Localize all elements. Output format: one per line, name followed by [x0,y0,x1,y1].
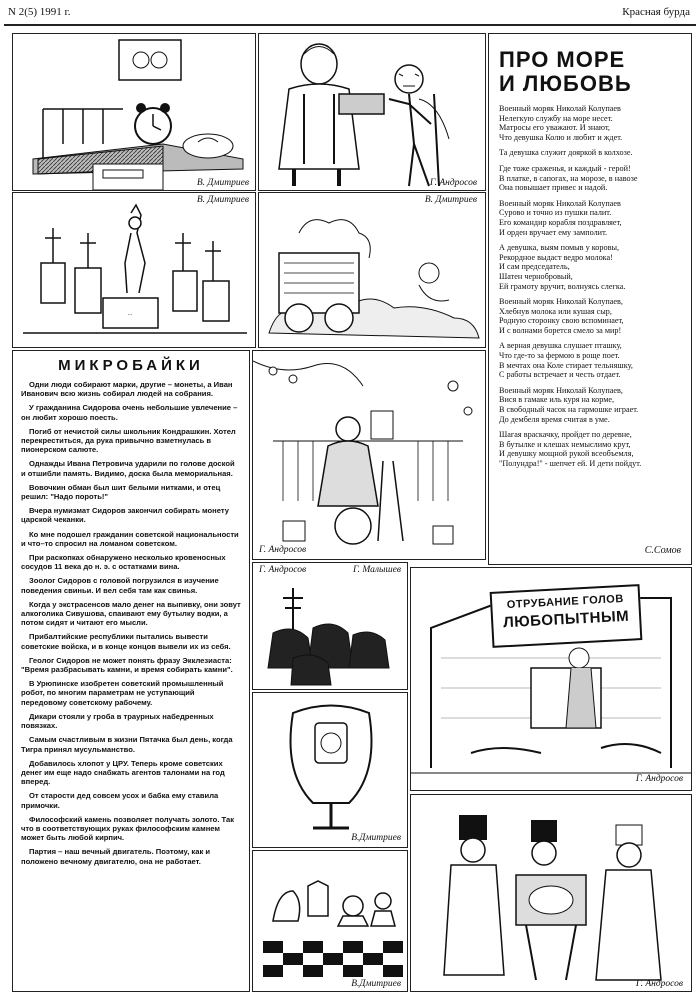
poem-line: И орден вручает ему замполит. [499,227,608,237]
poem-title-line2: И ЛЮБОВЬ [499,71,632,96]
poem-line: Военный моряк Николай Колупаев [499,198,621,208]
poem-line: Хлебнув молока или кушая сыр, [499,306,612,316]
cartoon-bedroom-alarm [12,33,256,191]
joke-item: Одни люди собирают марки, другие – монеты, а Иван Иванович всю жизнь собирал людей на собрания. [21,380,233,399]
artist-signature: Г. Андросов [259,565,307,575]
header-rule [4,24,696,26]
joke-item: Вовочкин обман был шит белыми нитками, и отец решил: "Надо пороть!" [21,482,221,502]
joke-item: Ко мне подошел гражданин советской национальности и что–то спросил на ломаном советском. [21,529,239,548]
artist-signature: Г. Андросов [259,545,307,555]
joke-item: Философский камень позволяет получать золото. Так что в соответствующих руках философским камнем может быть любой кирпич. [21,814,235,843]
cartoon-chess [252,850,408,992]
artist-signature: Г. Андросов [429,178,477,188]
poem-line: До дембеля время считая в уме. [499,414,610,424]
poem-stanza [499,148,683,158]
orchard-illustration [253,351,486,560]
artist-signature: В.Дмитриев [351,833,401,843]
joke-item: Дикари стояли у гроба в траурных набедренных повязках. [21,711,214,731]
cartoon-vendor-skeleton [258,33,486,191]
joke-item: Самым счастливым в жизни Пятачка был день, когда Тигра принял мусульманство. [21,735,233,754]
joke-item: Вчера нумизмат Сидоров закончил собирать монету царской чеканки. [21,506,230,525]
poem-line: Вися в гамаке иль куря на корме, [499,395,615,405]
artist-signature: Г. Андросов [635,979,683,989]
poem-line: Нелегкую службу на море несет. [499,113,613,123]
joke-item: Геолог Сидоров не может понять фразу Экклезиаста: "Время разбрасывать камни, и время собирать камни". [21,655,233,675]
poem-line: Его командир корабля поздравляет, [499,217,622,227]
microbaiki-section [12,350,250,992]
poem-author: С.Сомов [644,545,681,556]
locomotive-illustration [259,193,486,348]
poem-stanza [499,104,683,142]
poem-line: С работы встречает и честь отдает. [499,370,621,380]
poem-line: А верная девушка слушает пташку, [499,341,622,351]
poem-stanza [499,341,683,379]
poem-line: Матросы его уважают. И знают, [499,123,610,133]
vendor-illustration [259,34,486,191]
joke-item: Однажды Ивана Петровича ударили по голове доской и отшибли память. Видимо, доска была мемориальная. [21,459,235,478]
joke-item: У гражданина Сидорова очень небольшие увлечение – он любит хорошо поесть. [21,403,238,422]
bedroom-illustration [13,34,256,191]
joke-item: Добавилось хлопот у ЦРУ. Теперь кроме советских денег им еще надо снабжать агентов талонами на год вперед. [21,758,225,787]
doctors-illustration [411,795,692,992]
poem-line: И девушку мощной рукой всеобъемля, [499,449,634,459]
newspaper-name: Красная бурда [622,6,690,18]
artist-signature: Г. Малышев [352,565,401,575]
poem-line: Она повышает привес и надой. [499,183,608,193]
cartoon-execution [410,567,692,791]
joke-item: Когда у экстрасенсов мало денег на выпивку, они зовут алкоголика Сивушова, спаивают ему бутылку водки, а потом сидят и читают его мысли. [21,599,241,628]
poem-line: "Полундра!" - шепчет ей. И дети пойдут. [499,459,642,468]
cross-sacks-illustration [253,563,408,690]
joke-item: Прибалтийские республики пытались вывести советские войска, и в конце концов вывели их из себя. [21,632,231,651]
poem-stanza [499,199,683,237]
poem-line: Военный моряк Николай Колупаев, [499,297,623,307]
joke-item: Зоолог Сидоров с головой погрузился в изучение поведения свиньи. И вел себя там как свинья. [21,576,219,595]
poem-line: Шагая враскачку, пройдет по деревне, [499,430,632,440]
artist-signature: В. Дмитриев [424,195,477,205]
poem-stanza [499,297,683,335]
artist-signature: В.Дмитриев [351,979,401,989]
poem-line: Ей грамоту вручит, волнуясь слегка. [499,281,626,291]
svg-text:...: ... [127,311,133,317]
artist-signature: В. Дмитриев [196,195,249,205]
cemetery-illustration [13,193,256,348]
poem-line: Рекордное выдаст ведро молока! [499,252,613,262]
cartoon-urinal-phone [252,692,408,848]
poem-line: Та девушка служит дояркой в колхозе. [499,148,633,158]
poem-line: Военный моряк Николай Колупаев, [499,385,623,395]
cartoon-doctors [410,794,692,992]
joke-item: При раскопках обнаружено несколько кровеносных сосудов 11 века до н. э. с остатками вина. [21,553,226,572]
artist-signature: В. Дмитриев [196,178,249,188]
joke-item: Партия – наш вечный двигатель. Поэтому, как и положено вечному двигателю, она не работает. [21,847,211,866]
artist-signature: Г. Андросов [635,774,683,784]
urinal-illustration [253,693,408,848]
poem-line: И с волнами борется смело за мир! [499,325,622,335]
poem-line: Что девушка Колю и любит и ждет. [499,132,623,142]
jokes-list [21,380,241,866]
poem-stanza [499,164,683,193]
poem-line: А девушка, выям помыв у коровы, [499,243,619,253]
poem-line: В свободный часок на гармошке играет. [499,405,639,415]
microbaiki-title: МИКРОБАЙКИ [58,357,204,374]
poem-stanza [499,386,683,424]
poem-line: Что где-то за фермою в роще поет. [499,351,620,361]
poem-title-line1: ПРО МОРЕ [499,47,626,72]
poem-line: Шатен чернобровый, [499,271,573,281]
chess-illustration [253,851,408,992]
joke-item: Погиб от нечистой силы школьник Кондрашкин. Хотел перекреститься, да рука привычно взметнулась в пионерском салюте. [21,426,236,455]
poem-line: Военный моряк Николай Колупаев [499,104,621,113]
poem-section [488,33,692,565]
poem-stanza [499,243,683,291]
cartoon-locomotive [258,192,486,348]
poem-line: Родную сторонку свою вспоминает, [499,316,624,326]
joke-item: В Урюпинске изобретен советский промышленный робот, по многим параметрам не уступающий передовому советскому рабочему. [21,679,224,707]
poem-body [499,104,683,469]
cartoon-orchard [252,350,486,560]
poem-stanza [499,430,683,468]
poem-line: В мечтах она Коле стирает тельняшку, [499,360,633,370]
poem-line: В бутылке и клешах немыслимо крут, [499,439,631,449]
poem-line: В платке, в сапогах, на морозе, в навозе [499,173,638,183]
cartoon-cross-sacks [252,562,408,690]
issue-number: N 2(5) 1991 г. [8,6,71,18]
sign-text-line1: ОТРУБАНИЕ ГОЛОВ [506,592,625,612]
poem-line: И сам председатель, [499,262,570,272]
poem-line: Сурово и точно из пушки палит. [499,208,612,218]
sign-text-line2: ЛЮБОПЫТНЫМ [502,607,630,632]
poem-line: Где тоже сраженья, и каждый - герой! [499,163,631,173]
cartoon-cemetery [12,192,256,348]
joke-item: От старости дед совсем усох и бабка ему ставила примочки. [21,791,219,810]
execution-sign [490,584,643,648]
